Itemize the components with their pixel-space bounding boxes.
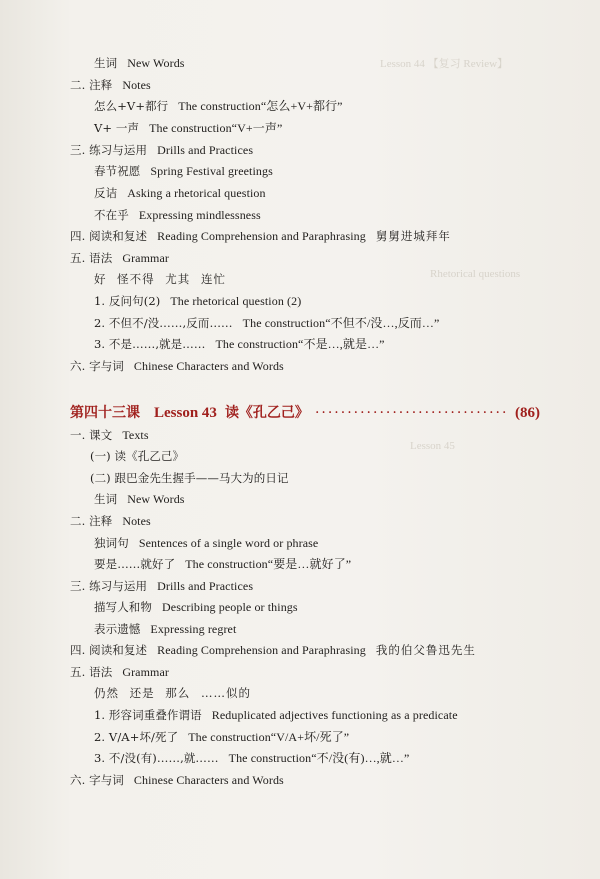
list-item: 反诘 Asking a rhetorical question [94, 186, 266, 200]
leader-dots [315, 405, 509, 421]
list-item: 要是……就好了 The construction“要是…就好了” [94, 557, 352, 571]
list-item: (二) 跟巴金先生握手——马大为的日记 [90, 471, 289, 485]
list-item: 表示遗憾 Expressing regret [94, 622, 237, 636]
section-heading: 四. 阅读和复述 Reading Comprehension and Paraphrasing 舅舅进城拜年 [70, 229, 451, 243]
grammar-words: 仍然 还是 那么 ……似的 [94, 686, 251, 700]
section-heading: 五. 语法 Grammar [70, 665, 169, 679]
bleed-through-text: Lesson 44 【复习 Review】 [380, 58, 509, 70]
section-heading: 六. 字与词 Chinese Characters and Words [70, 773, 284, 787]
list-item: 不在乎 Expressing mindlessness [94, 208, 261, 222]
page-number: (86) [515, 405, 540, 421]
list-item: 1. 反问句(2) The rhetorical question (2) [94, 294, 302, 308]
list-item: 3. 不是……,就是…… The construction“不是…,就是…” [94, 337, 385, 351]
list-item: 春节祝愿 Spring Festival greetings [94, 164, 273, 178]
section-heading: 一. 课文 Texts [70, 428, 149, 442]
list-item: 独词句 Sentences of a single word or phrase [94, 536, 319, 550]
list-item: 生词 New Words [94, 56, 185, 70]
section-heading: 六. 字与词 Chinese Characters and Words [70, 359, 284, 373]
grammar-words: 好 怪不得 尤其 连忙 [94, 272, 226, 286]
section-heading: 二. 注释 Notes [70, 78, 151, 92]
list-item: 3. 不/没(有)……,就…… The construction“不/没(有)…,就…” [94, 751, 410, 765]
list-item: 描写人和物 Describing people or things [94, 600, 298, 614]
section-heading: 四. 阅读和复述 Reading Comprehension and Paraphrasing 我的伯父鲁迅先生 [70, 643, 476, 657]
section-heading: 五. 语法 Grammar [70, 251, 169, 265]
bleed-through-text: Lesson 45 [410, 440, 455, 452]
list-item: 2. 不但不/没……,反而…… The construction“不但不/没…,反而…” [94, 316, 440, 330]
list-item: 2. V/A+坏/死了 The construction“V/A+坏/死了” [94, 730, 350, 744]
list-item: 生词 New Words [94, 492, 185, 506]
section-heading: 二. 注释 Notes [70, 514, 151, 528]
section-heading: 三. 练习与运用 Drills and Practices [70, 143, 254, 157]
list-item: V+ 一声 The construction“V+一声” [94, 121, 283, 135]
list-item: 怎么+V+都行 The construction“怎么+V+都行” [94, 99, 343, 113]
list-item: (一) 读《孔乙己》 [90, 449, 185, 463]
lesson-heading: 第四十三课 Lesson 43 读《孔乙己》 ····· (86) [70, 402, 540, 422]
section-heading: 三. 练习与运用 Drills and Practices [70, 579, 254, 593]
bleed-through-text: Rhetorical questions [430, 268, 521, 280]
list-item: 1. 形容词重叠作谓语 Reduplicated adjectives functioning as a predicate [94, 708, 458, 722]
